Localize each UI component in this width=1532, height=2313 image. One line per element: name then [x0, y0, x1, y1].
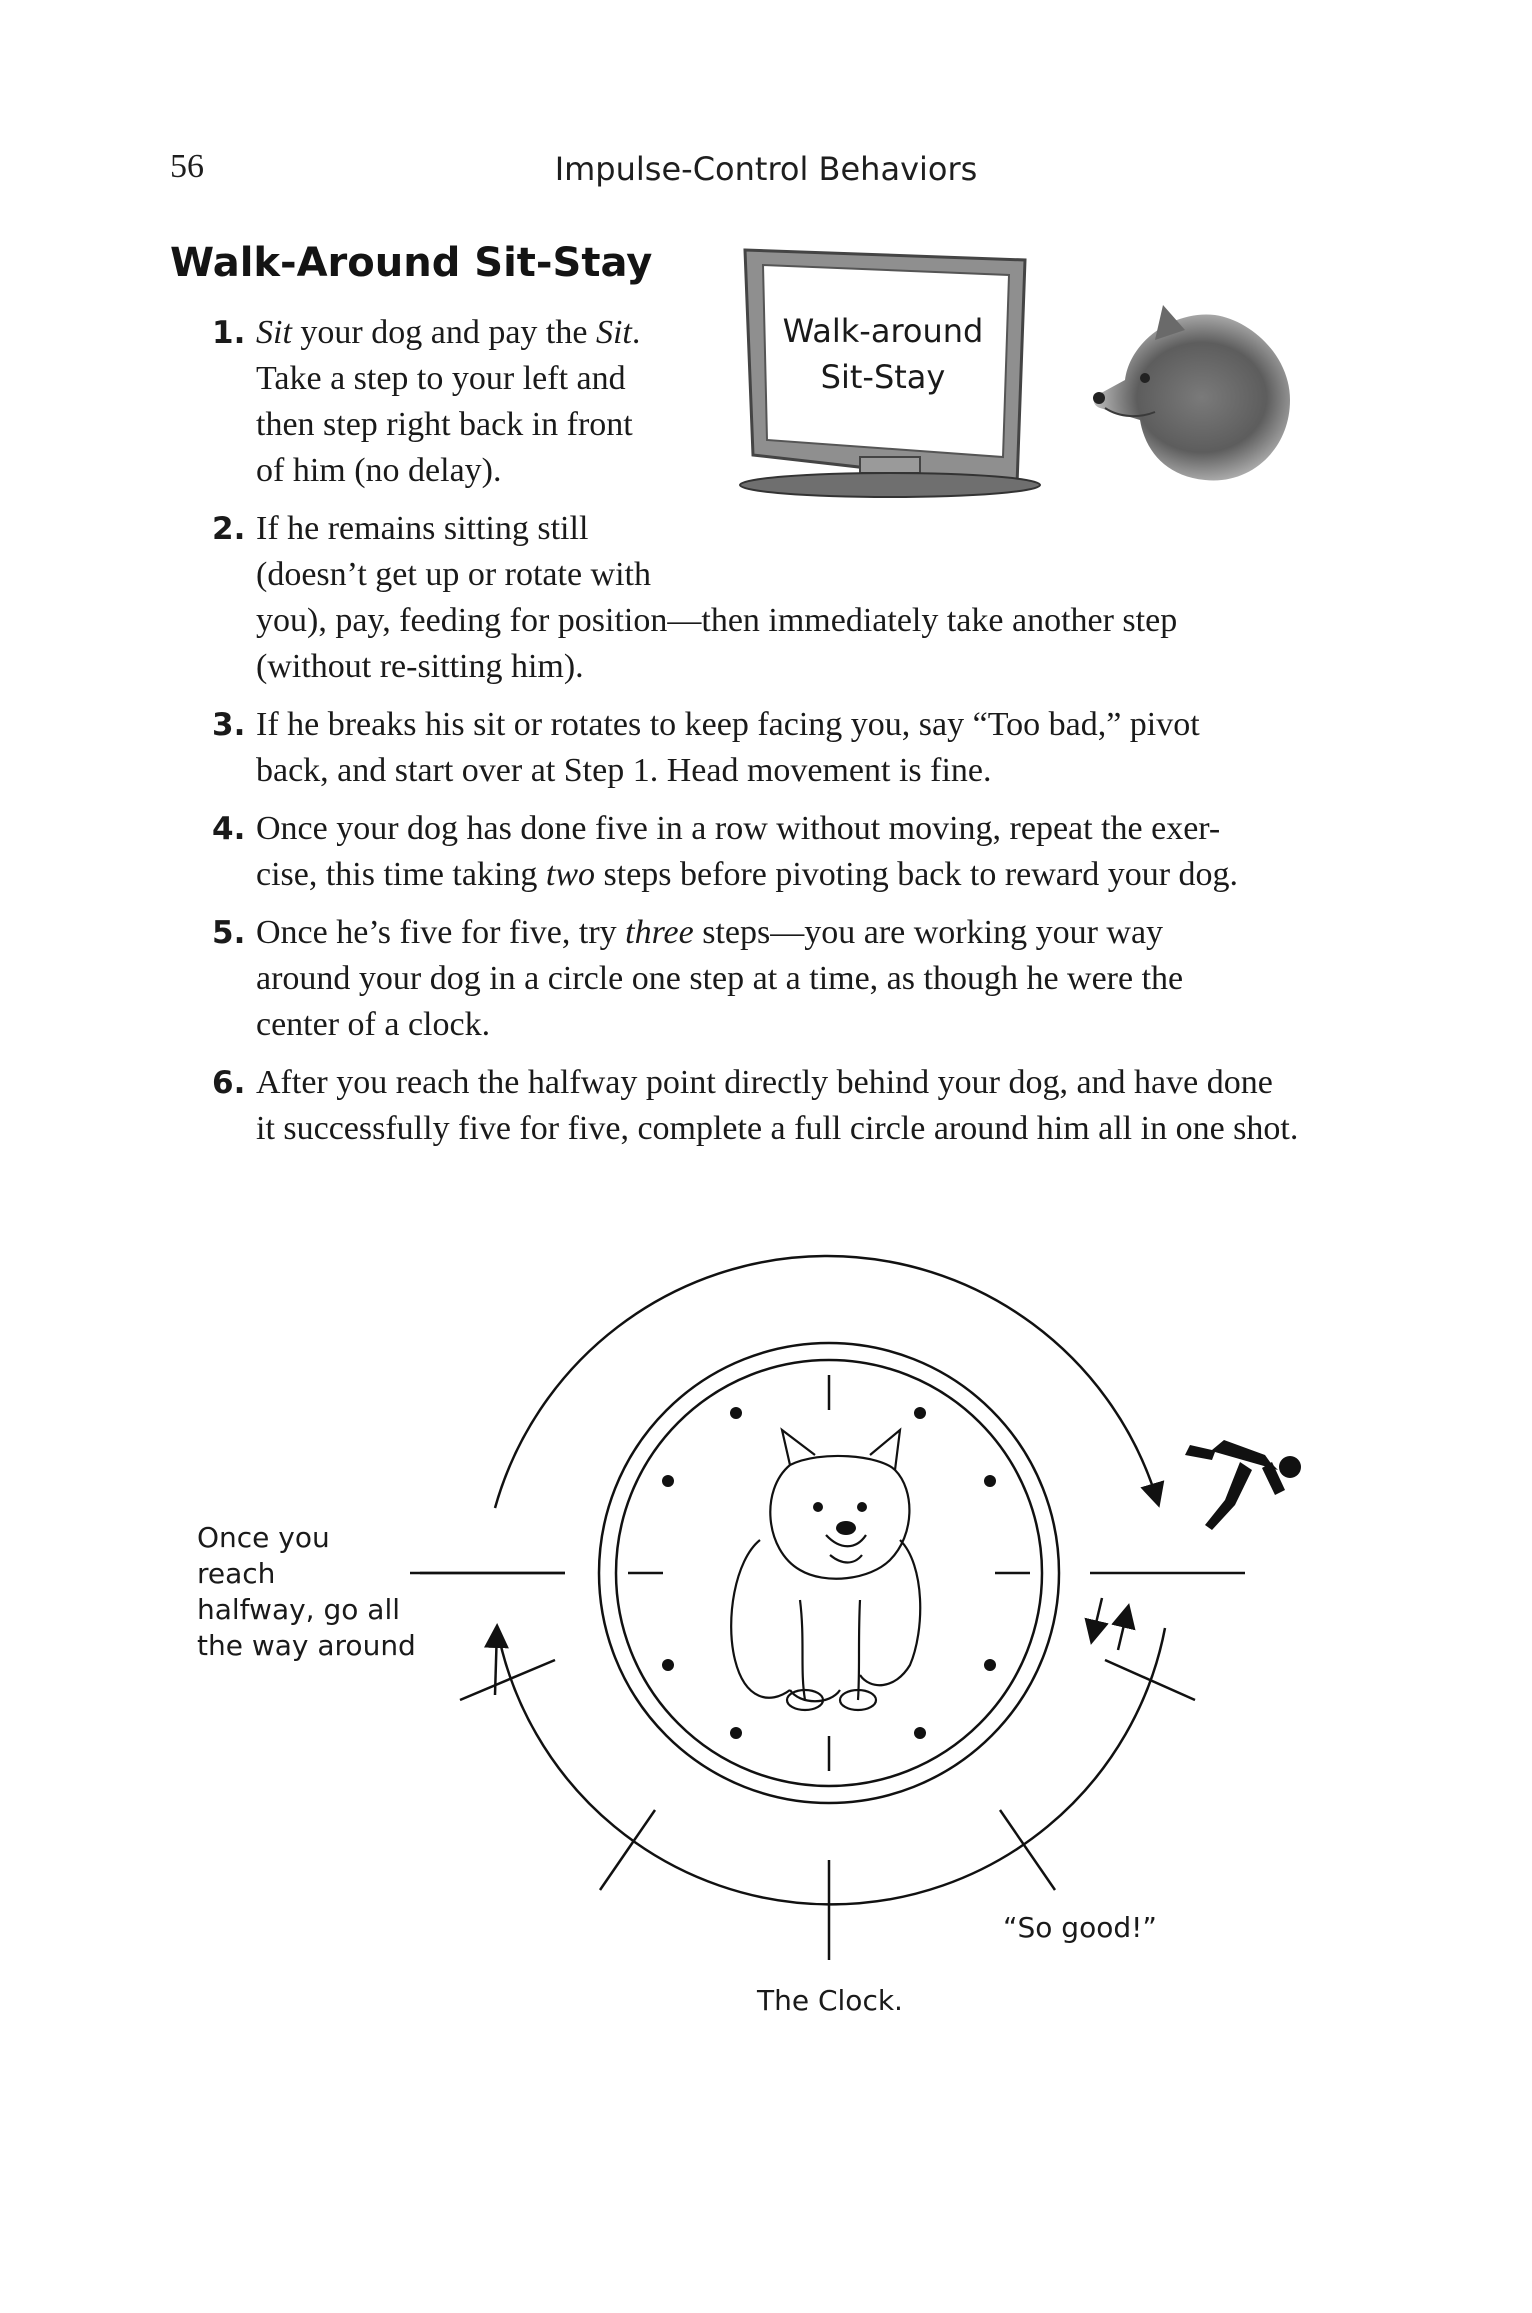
- step-5: [212, 910, 1326, 1048]
- caption-line: the way around: [197, 1629, 416, 1662]
- outer-bottom-arc: [497, 1628, 1165, 1904]
- step-3: [212, 702, 1326, 794]
- caption-line: Once you reach: [197, 1521, 330, 1590]
- step-1: [212, 310, 696, 494]
- step-line: If he remains sitting still: [256, 510, 589, 547]
- step-line: then step right back in front: [256, 406, 633, 443]
- section-title: Walk-Around Sit-Stay: [170, 240, 653, 286]
- step-line: you), pay, feeding for position—then immediately take another step: [256, 602, 1178, 639]
- step-line: (without re-sitting him).: [256, 648, 584, 685]
- caption-clock: The Clock.: [757, 1984, 903, 2017]
- step-line: back, and start over at Step 1. Head movement is fine.: [256, 752, 992, 789]
- step-number: 6.: [212, 1065, 246, 1101]
- caption-so-good: “So good!”: [1003, 1911, 1157, 1944]
- step-line: (doesn’t get up or rotate with: [256, 556, 652, 593]
- caption-line: halfway, go all: [197, 1593, 400, 1626]
- step-line: around your dog in a circle one step at a time, as though he were the: [256, 960, 1184, 997]
- step-line: it successfully five for five, complete a full circle around him all in one shot.: [256, 1110, 1299, 1147]
- step-line: of him (no delay).: [256, 452, 502, 489]
- monitor-text-line-2: Sit-Stay: [820, 358, 946, 396]
- clock-outer-ring: [599, 1343, 1059, 1803]
- running-head: Impulse-Control Behaviors: [554, 150, 978, 188]
- clock-inner-ring: [616, 1360, 1042, 1786]
- step-line: Take a step to your left and: [256, 360, 626, 397]
- step-6: [212, 1060, 1326, 1152]
- outer-top-arc: [495, 1256, 1158, 1508]
- step-line: Once he’s five for five, try three steps—you are working your way: [256, 914, 1164, 951]
- step-number: 3.: [212, 707, 246, 743]
- step-line: center of a clock.: [256, 1006, 491, 1043]
- walking-person-icon: [1185, 1440, 1301, 1530]
- step-line: cise, this time taking two steps before pivoting back to reward your dog.: [256, 856, 1239, 893]
- caption-halfway: [197, 1520, 417, 1664]
- step-number: 2.: [212, 511, 246, 547]
- monitor-illustration: [735, 245, 1045, 505]
- page-number: 56: [170, 148, 204, 185]
- monitor-text-line-1: Walk-around: [782, 312, 984, 350]
- step-number: 1.: [212, 315, 246, 351]
- dog-head-photo: [1085, 300, 1300, 490]
- step-line: If he breaks his sit or rotates to keep facing you, say “Too bad,” pivot: [256, 706, 1200, 743]
- step-line: Once your dog has done five in a row without moving, repeat the exer-: [256, 810, 1221, 847]
- step-number: 4.: [212, 811, 246, 847]
- step-line: Sit your dog and pay the Sit.: [256, 314, 641, 351]
- step-2: [212, 506, 1326, 690]
- puppy-drawing: [731, 1430, 920, 1710]
- step-4: [212, 806, 1326, 898]
- step-number: 5.: [212, 915, 246, 951]
- step-line: After you reach the halfway point directly behind your dog, and have done: [256, 1064, 1273, 1101]
